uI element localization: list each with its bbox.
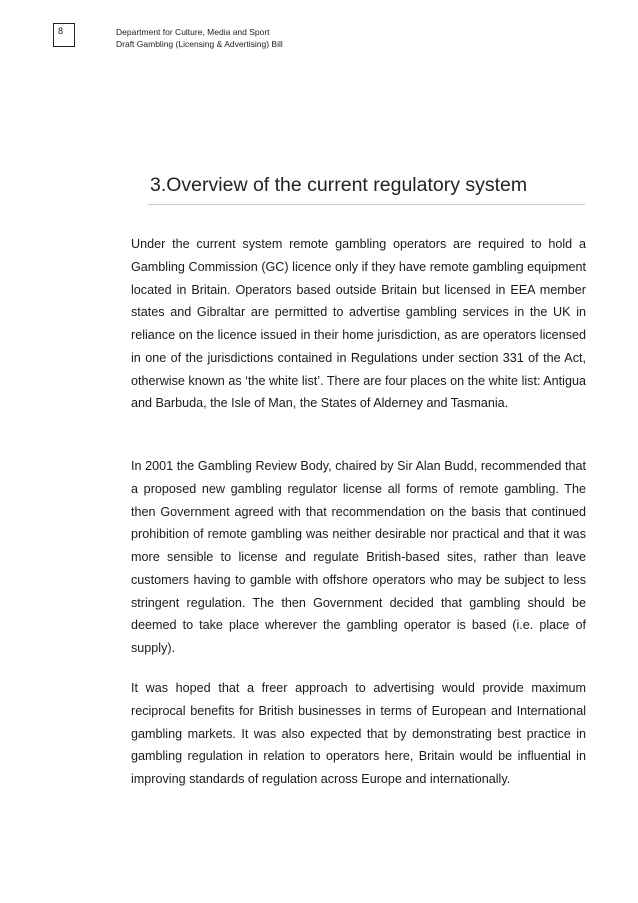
paragraph: It was hoped that a freer approach to advertising would provide maximum reciprocal benefits for British businesses in terms of European and International gambling markets. It was also expected that by demonstrating best practice in gambling regulation in relation to operators here, Britain would be influential in improving standards of regulation across Europe and internationally. (131, 681, 586, 786)
page-number: 8 (53, 23, 75, 47)
header-bill-title: Draft Gambling (Licensing & Advertising) Bill (116, 39, 283, 49)
section-title: 3.Overview of the current regulatory system (150, 174, 528, 196)
paragraph: In 2001 the Gambling Review Body, chaired by Sir Alan Budd, recommended that a proposed new gambling regulator license all forms of remote gambling. The then Government agreed with that recommendation on the basis that continued prohibition of remote gambling was neither desirable nor practical and that it was more sensible to license and regulate British-based sites, rather than leave customers having to gamble with offshore operators who may be subject to less stringent regulation. The then Government decided that gambling should be deemed to take place wherever the gambling operator is based (i.e. place of supply). (131, 459, 586, 655)
header-department: Department for Culture, Media and Sport (116, 27, 270, 37)
document-header (116, 26, 283, 50)
title-divider (148, 204, 585, 205)
paragraph: Under the current system remote gambling operators are required to hold a Gambling Commission (GC) licence only if they have remote gambling equipment located in Britain. Operators based outside Britain but licensed in EEA member states and Gibraltar are permitted to advertise gambling services in the UK in reliance on the licence issued in their home jurisdiction, as are operators licensed in one of the jurisdictions contained in Regulations under section 331 of the Act, otherwise known as ‘the white list’. There are four places on the white list: Antigua and Barbuda, the Isle of Man, the States of Alderney and Tasmania. (131, 237, 586, 411)
